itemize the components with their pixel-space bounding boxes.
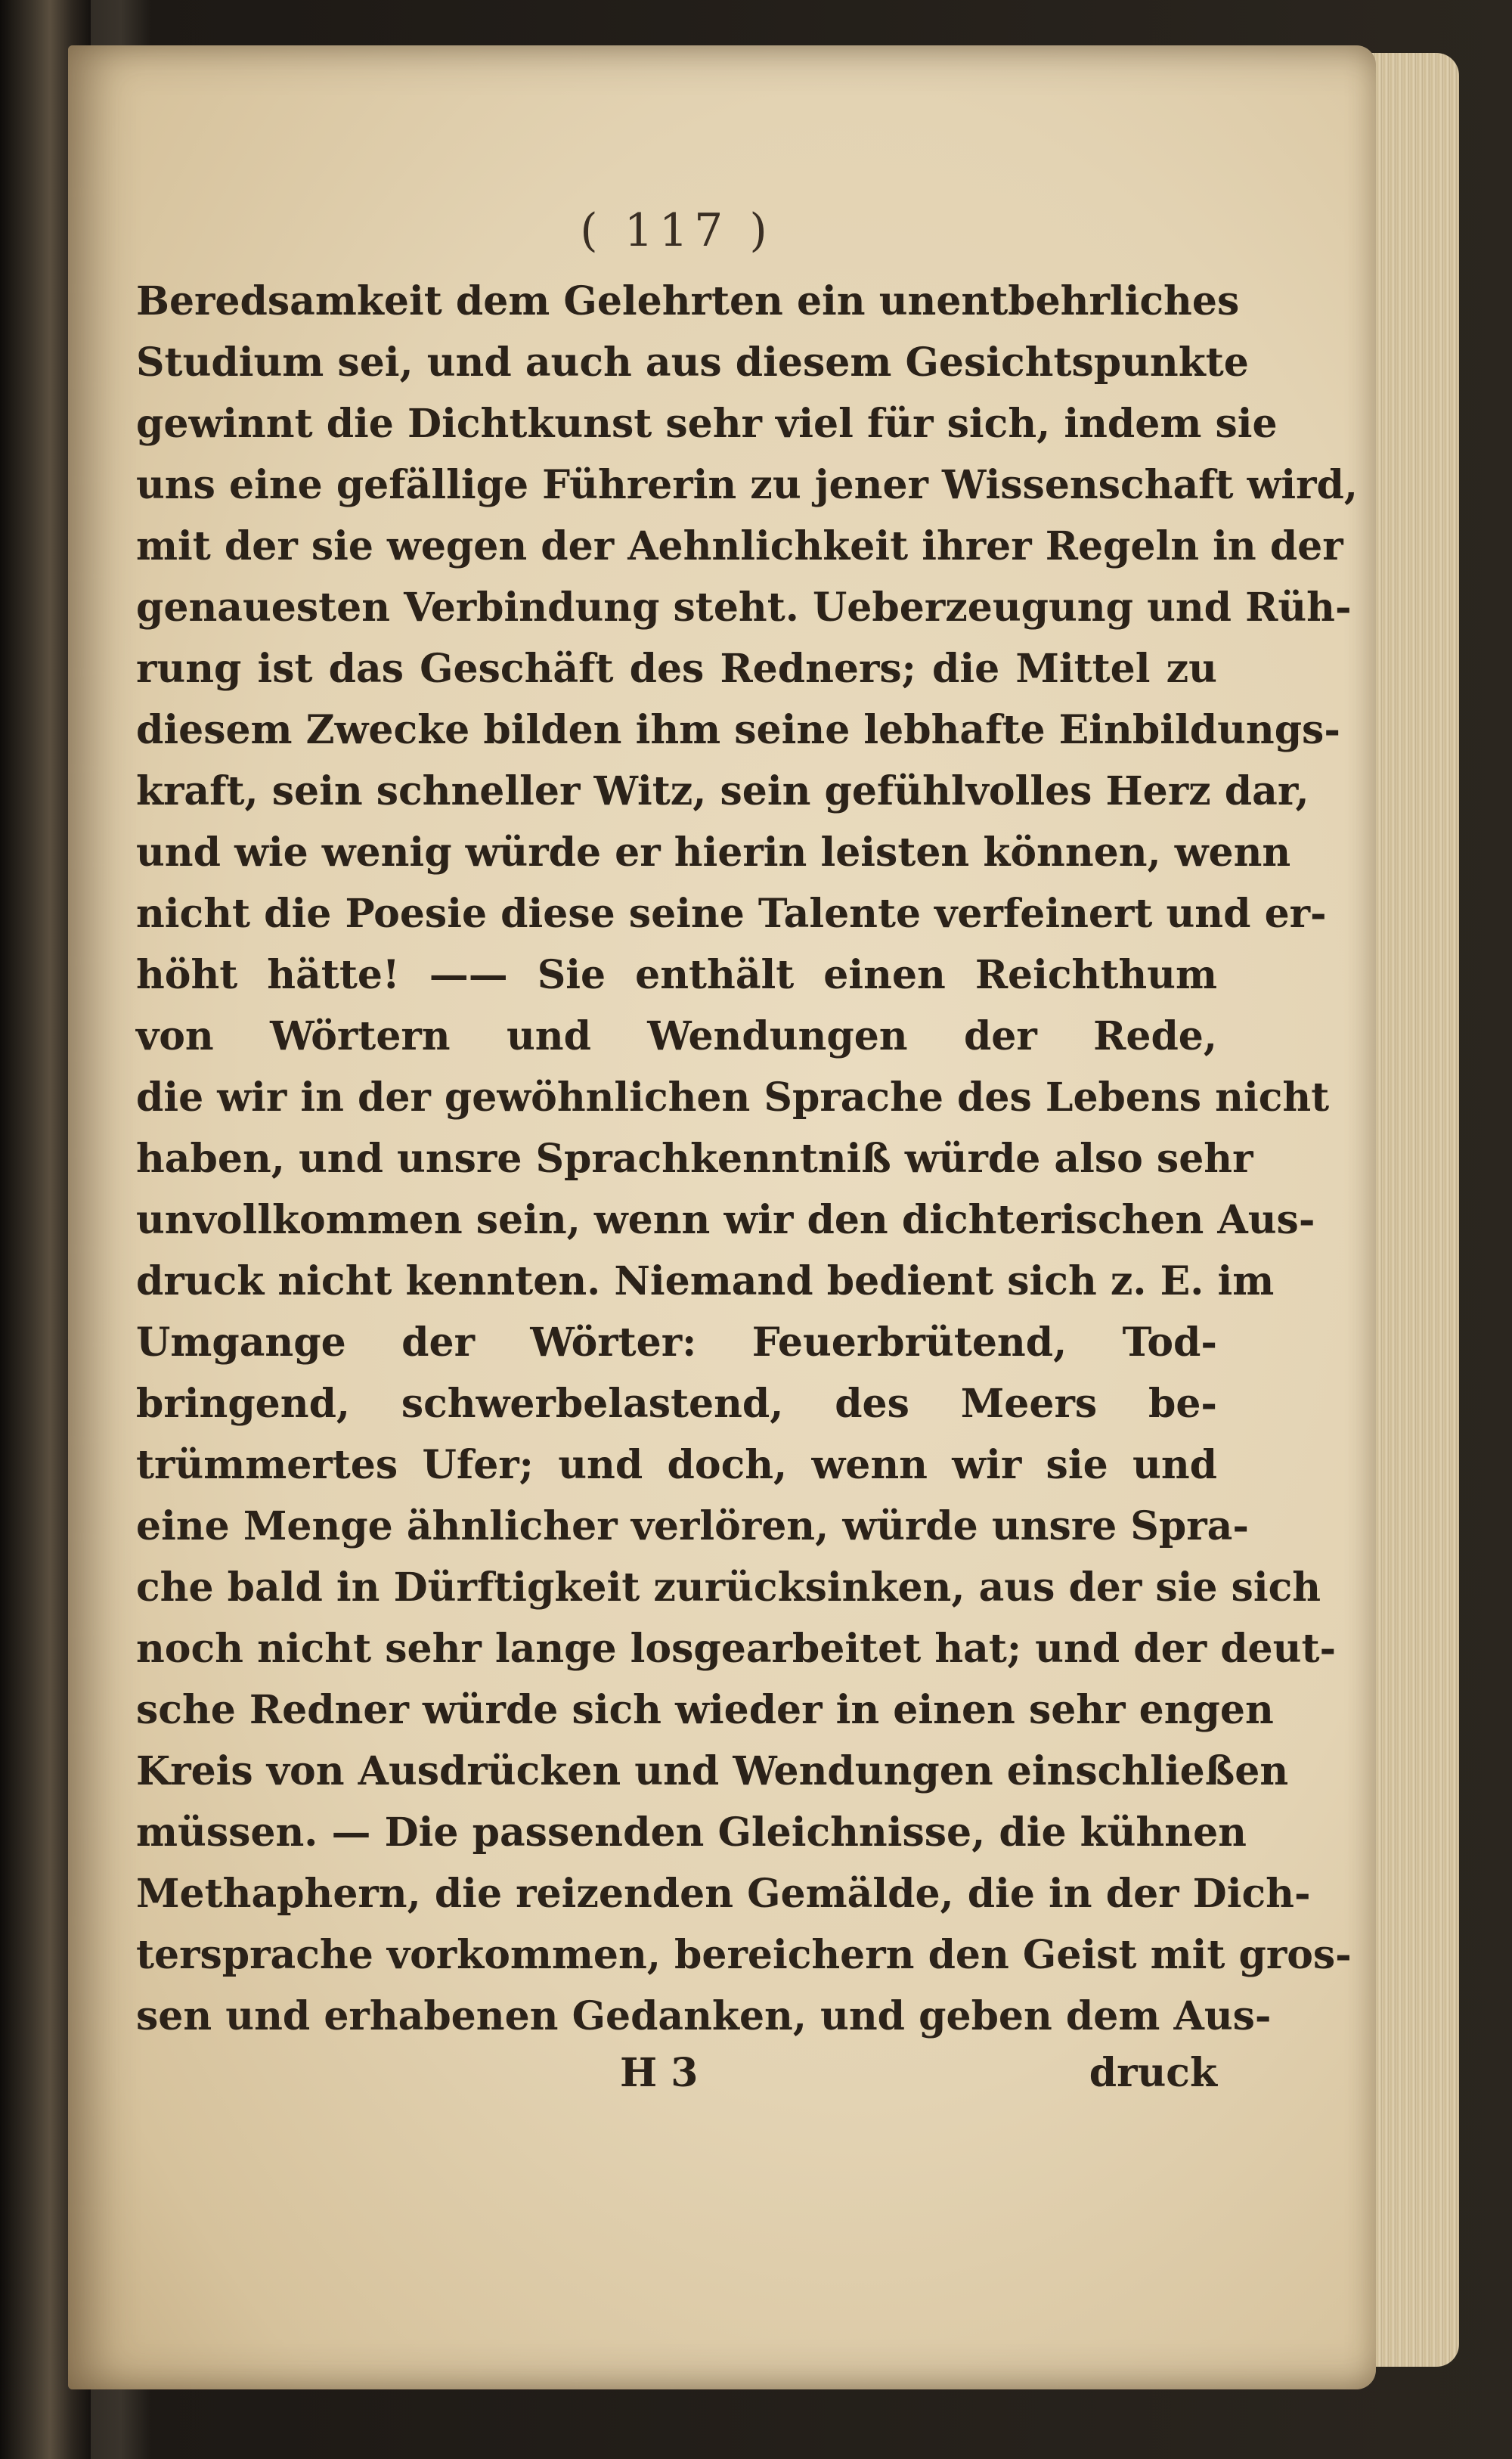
page-number: ( 117 ) (580, 204, 773, 257)
text-line: mit der sie wegen der Aehnlichkeit ihrer Regeln in der (136, 523, 1343, 569)
text-line: sen und erhabenen Gedanken, und geben dem Aus- (136, 1993, 1272, 2039)
text-body (136, 271, 1359, 2047)
text-line: bringend, schwerbelastend, des Meers be- (136, 1381, 1217, 1427)
text-line: kraft, sein schneller Witz, sein gefühlvolles Herz dar, (136, 768, 1309, 814)
text-line: von Wörtern und Wendungen der Rede, (136, 1013, 1217, 1059)
page-footer (136, 2050, 1217, 2118)
text-line: müssen. — Die passenden Gleichnisse, die kühnen (136, 1809, 1247, 1856)
text-line: und wie wenig würde er hierin leisten können, wenn (136, 829, 1291, 876)
text-line: tersprache vorkommen, bereichern den Geist mit gros- (136, 1932, 1352, 1978)
text-line: genauesten Verbindung steht. Ueberzeugung und Rüh- (136, 585, 1352, 631)
text-line: höht hätte! —— Sie enthält einen Reichthum (136, 952, 1217, 998)
book-page (68, 45, 1376, 2389)
text-line: uns eine gefällige Führerin zu jener Wissenschaft wird, (136, 462, 1359, 508)
text-line: gewinnt die Dichtkunst sehr viel für sich, indem sie (136, 401, 1278, 447)
text-line: Studium sei, und auch aus diesem Gesichtspunkte (136, 340, 1249, 386)
text-line: haben, und unsre Sprachkenntniß würde also sehr (136, 1136, 1253, 1182)
text-line: Umgange der Wörter: Feuerbrütend, Tod- (136, 1319, 1217, 1366)
text-line: eine Menge ähnlicher verlören, würde unsre Spra- (136, 1503, 1249, 1549)
text-line: Beredsamkeit dem Gelehrten ein unentbehrliches (136, 278, 1240, 324)
page-stack-edge (1368, 53, 1459, 2367)
text-line: che bald in Dürftigkeit zurücksinken, aus der sie sich (136, 1564, 1321, 1611)
catchword: druck (1089, 2050, 1217, 2096)
signature-mark: H 3 (620, 2050, 699, 2096)
text-line: diesem Zwecke bilden ihm seine lebhafte Einbildungs- (136, 707, 1340, 753)
text-line: unvollkommen sein, wenn wir den dichterischen Aus- (136, 1197, 1315, 1243)
text-line: noch nicht sehr lange losgearbeitet hat; und der deut- (136, 1626, 1337, 1672)
text-line: Kreis von Ausdrücken und Wendungen einschließen (136, 1748, 1289, 1794)
text-line: rung ist das Geschäft des Redners; die Mittel zu (136, 646, 1217, 692)
page-text-block (136, 204, 1359, 2118)
text-line: Methaphern, die reizenden Gemälde, die in der Dich- (136, 1871, 1311, 1917)
text-line: trümmertes Ufer; und doch, wenn wir sie und (136, 1442, 1217, 1488)
text-line: die wir in der gewöhnlichen Sprache des Lebens nicht (136, 1074, 1330, 1121)
text-line: sche Redner würde sich wieder in einen sehr engen (136, 1687, 1274, 1733)
text-line: druck nicht kennten. Niemand bedient sich z. E. im (136, 1258, 1275, 1304)
text-line: nicht die Poesie diese seine Talente verfeinert und er- (136, 891, 1327, 937)
